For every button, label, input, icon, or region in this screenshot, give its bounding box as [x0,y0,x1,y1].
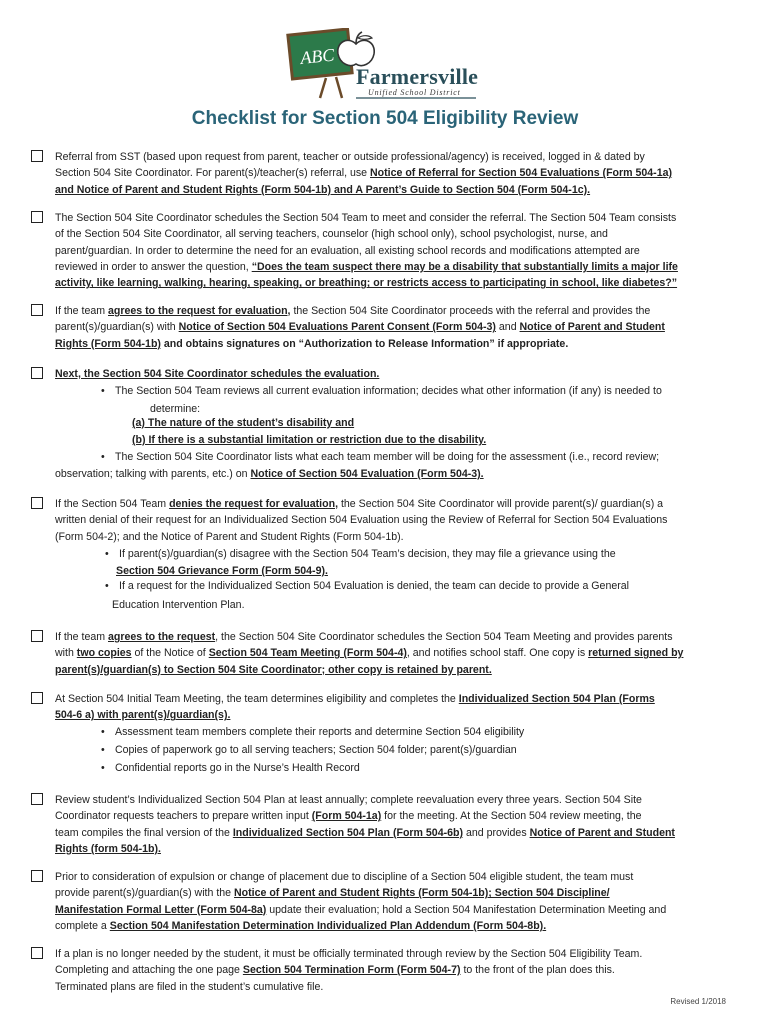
form-reference: Manifestation Formal Letter (Form 504-8a) [55,903,267,916]
text: the Section 504 Site Coordinator proceeds with the referral and provides the [290,305,651,317]
form-reference: (Form 504-1a) [311,810,382,823]
form-reference: and Notice of Parent and Student Rights (Form 504-1b) and A Parent’s Guide to Section 504 (Form 504-1c). [55,183,591,196]
text: written denial of their request for an Individualized Section 504 Evaluation using the Review of Referral for Section 504 Evaluations [55,514,668,527]
bullet-item: • The Section 504 Site Coordinator lists what each team member will be doing for the assessment (i.e., record review; [101,449,741,467]
text: At Section 504 Initial Team Meeting, the team determines eligibility and completes the [55,693,459,705]
checkbox[interactable] [31,692,43,704]
text: parent(s)/guardian(s) with [55,321,179,334]
text: of the Section 504 Site Coordinator, all serving teachers, counselor (high school only), school psychologist, nurse, and [55,228,608,241]
text: team compiles the final version of the [55,826,233,839]
text: Terminated plans are filed in the student’s cumulative file. [55,980,324,993]
form-reference: Notice of Parent and Student [519,321,665,334]
form-reference: Individualized Section 504 Plan (Form 504-6b) [232,826,464,839]
text: Prior to consideration of expulsion or change of placement due to discipline of a Section 504 eligible student, the team must [55,871,634,883]
chalkboard-icon [288,29,352,98]
checkbox[interactable] [31,630,43,642]
text: Completing and attaching the one page [55,964,243,977]
text: (Form 504-2); and the Notice of Parent and Student Rights (Form 504-1b). [55,530,404,543]
form-reference: Individualized Section 504 Plan (Forms [458,693,655,705]
form-reference: Section 504 Manifestation Determination Individualized Plan Addendum (Form 504-8b). [109,919,547,932]
checkbox[interactable] [31,367,43,379]
logo-subtitle: Unified School District [368,88,461,97]
checklist-item-4 [31,366,743,382]
text: Review student’s Individualized Section 504 Plan at least annually; complete reevaluation every three years. Section 504 Site [55,794,642,806]
text: The Section 504 Site Coordinator schedules the Section 504 Team to meet and consider the referral. The Section 504 Team consists [55,212,677,224]
text: and provides [463,826,530,839]
sub-point-a: (a) The nature of the student’s disability and [132,417,355,429]
form-reference: Notice of Parent and Student Rights (Form 504-1b); Section 504 Discipline/ [234,887,610,900]
emphasis: agrees to the request for evaluation, [108,305,291,317]
text: update their evaluation; hold a Section 504 Manifestation Determination Meeting and [266,903,667,916]
text: Coordinator requests teachers to prepare written input [55,810,312,823]
bullet-continuation: Education Intervention Plan. [112,599,245,611]
logo-board-text: ABC [299,44,336,69]
form-reference: Rights (Form 504-1b) [55,337,161,350]
checklist-item-7 [31,691,743,724]
form-reference: Notice of Parent and Student [529,826,675,839]
form-reference: Notice of Referral for Section 504 Evaluations (Form 504-1a) [370,167,673,180]
text: the Section 504 Site Coordinator will provide parent(s)/ guardian(s) a [338,498,664,510]
form-reference: 504-6 a) with parent(s)/guardian(s). [55,709,231,722]
text: Next, the Section 504 Site Coordinator schedules the evaluation. [55,368,380,380]
text: Referral from SST (based upon request from parent, teacher or outside professional/agency) is received, logged in & dated by [55,151,645,163]
text: and [495,321,520,334]
bullet-item: • Copies of paperwork go to all serving teachers; Section 504 folder; parent(s)/guardian [101,742,741,760]
checklist-item-3 [31,303,743,352]
emphasis: and obtains signatures on “Authorization to Release Information” if appropriate. [160,337,569,350]
text: parent/guardian. In order to determine the need for an evaluation, all existing school records and modifications attempted are [55,244,640,257]
logo-name: Farmersville [356,64,479,89]
text: with [55,647,77,660]
checklist-item-9 [31,869,743,934]
key-question: “Does the team suspect there may be a disability that substantially limits a major life [251,260,678,273]
text: for the meeting. At the Section 504 review meeting, the [381,810,642,823]
emphasis: agrees to the request [108,631,216,643]
checklist-item-8 [31,792,743,857]
checkbox[interactable] [31,497,43,509]
revision-date: Revised 1/2018 [670,997,726,1006]
form-reference: Section 504 Grievance Form (Form 504-9). [116,565,328,577]
emphasis: denies the request for evaluation, [169,498,339,510]
checkbox[interactable] [31,211,43,223]
checklist-item-2 [31,210,743,291]
bullet-continuation [116,563,766,579]
text: , and notifies school staff. One copy is [406,647,589,660]
form-reference: Notice of Section 504 Evaluations Parent Consent (Form 504-3) [178,321,496,334]
emphasis: parent(s)/guardian(s) to Section 504 Site Coordinator; other copy is retained by parent. [55,663,492,676]
text: of the Notice of [131,647,209,660]
form-reference: Section 504 Termination Form (Form 504-7) [242,964,461,977]
sub-point-b: (b) If there is a substantial limitation or restriction due to the disability. [132,434,487,446]
bullet-item: • Confidential reports go in the Nurse’s Health Record [101,760,741,778]
checkbox[interactable] [31,870,43,882]
bullet-item: • If a request for the Individualized Section 504 Evaluation is denied, the team can decide to provide a General [105,578,745,596]
checkbox[interactable] [31,947,43,959]
checkbox[interactable] [31,150,43,162]
checklist-item-6 [31,629,743,678]
checkbox[interactable] [31,793,43,805]
text: , the Section 504 Site Coordinator schedules the Section 504 Team Meeting and provides parents [215,631,673,643]
text: reviewed in order to answer the question, [55,260,252,273]
text: If a plan is no longer needed by the student, it must be officially terminated through review by the Section 504 Eligibility Team. [55,948,643,960]
emphasis: returned signed by [588,647,684,660]
key-question: activity, like learning, walking, hearing, speaking, or breathing; or restricts access to participating in school, like diabetes?” [55,277,678,290]
text: provide parent(s)/guardian(s) with the [55,887,235,900]
bullet-continuation: determine: [150,403,201,415]
form-reference: Section 504 Team Meeting (Form 504-4) [208,647,407,660]
form-reference: Rights (form 504-1b). [55,842,161,855]
checklist-item-1 [31,149,743,198]
bullet-item: • The Section 504 Team reviews all current evaluation information; decides what other information (if any) is needed to [101,383,741,401]
emphasis: two copies [76,647,132,660]
checkbox[interactable] [31,304,43,316]
checklist-item-5 [31,496,743,545]
bullet-continuation: observation; talking with parents, etc.) on Notice of Section 504 Evaluation (Form 504-3). [55,468,484,480]
text: If the team [55,305,108,317]
text: complete a [55,919,110,932]
text: to the front of the plan does this. [460,964,615,977]
text: If the team [55,631,108,643]
text: If the Section 504 Team [55,498,170,510]
checklist-item-10 [31,946,743,995]
form-reference: Notice of Section 504 Evaluation (Form 504-3). [250,468,484,480]
text: Section 504 Site Coordinator. For parent(s)/teacher(s) referral, use [55,167,371,180]
bullet-item: • Assessment team members complete their reports and determine Section 504 eligibility [101,724,741,742]
page-title: Checklist for Section 504 Eligibility Review [191,108,579,129]
bullet-item: • If parent(s)/guardian(s) disagree with the Section 504 Team’s decision, they may file a grievance using the [105,546,745,564]
